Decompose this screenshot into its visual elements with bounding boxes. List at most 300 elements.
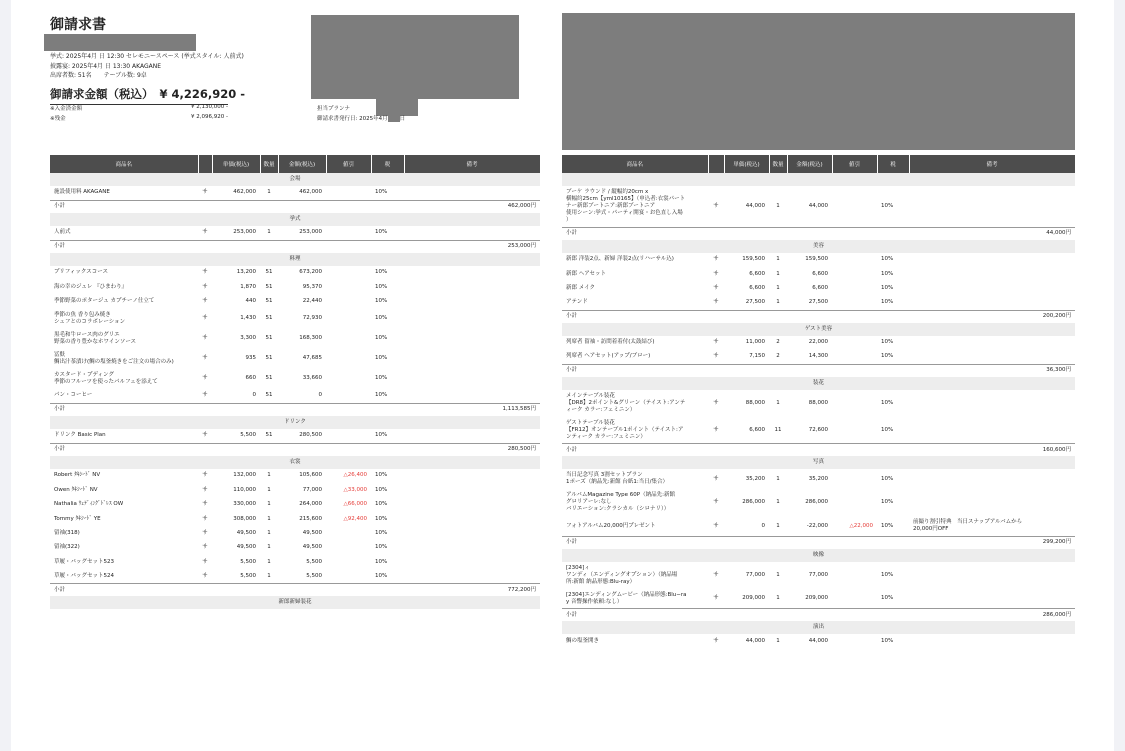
item-quantity: 1 [267,472,271,479]
table-row [50,483,540,497]
right-items-table [562,155,1076,649]
section-header-row [50,173,540,186]
balance-label: ※残金 [50,116,66,122]
subtotal-row [562,536,1075,549]
item-unit-price: 6,600 [749,426,765,433]
table-row [50,280,540,294]
item-note [404,483,540,497]
item-name: 留袖(322) [54,544,80,551]
subtotal-value: 36,300円 [787,364,1075,377]
item-amount: 44,000 [808,638,828,645]
table-row [562,589,1075,609]
section-title: 料理 [50,253,540,266]
section-header-row [562,549,1075,562]
deposit-row [50,104,228,112]
table-row [50,389,540,403]
item-service-mark: サ [713,256,719,263]
item-service-mark: サ [202,269,208,276]
item-discount [832,253,877,267]
subtotal-label: 小計 [50,443,278,456]
item-quantity: 1 [267,501,271,508]
item-note [404,429,540,443]
item-quantity: 51 [265,269,273,276]
balance-row [50,114,228,122]
item-service-mark: サ [713,522,719,529]
item-tax: 10% [375,529,388,536]
item-note [404,569,540,583]
item-note [404,369,540,389]
item-note [909,267,1075,281]
item-note [404,512,540,526]
item-service-mark: サ [713,499,719,506]
item-name: 当日記念写真 3割セットプラン 1ポーズ（納品先:新館 台紙1:当日/集合） [566,472,669,486]
item-unit-price: 13,200 [236,269,256,276]
subtotal-value: 299,200円 [787,536,1075,549]
item-amount: 264,000 [299,501,322,508]
item-note [404,349,540,369]
section-header-row [50,416,540,429]
item-note [909,296,1075,310]
section-title: 会場 [50,173,540,186]
item-tax: 10% [881,270,894,277]
item-note [404,555,540,569]
section-title: 映像 [562,549,1075,562]
section-title: 衣裳 [50,456,540,469]
item-unit-price: 5,500 [240,572,256,579]
item-name: メインテーブル装花 【DR8】2ポイント&グリーン（テイスト:アンテ ィーク カラー:フェミニン） [566,392,686,413]
header-amount: 金額(税込) [278,155,326,173]
item-amount: 5,500 [306,558,322,565]
item-tax: 10% [881,339,894,346]
redacted-venue-block [311,15,519,99]
item-note [909,489,1075,516]
table-row [50,541,540,555]
item-tax: 10% [881,426,894,433]
item-unit-price: 440 [245,298,256,305]
item-tax: 10% [881,353,894,360]
item-amount: 88,000 [808,399,828,406]
header-discount: 値引 [832,155,877,173]
subtotal-label: 小計 [50,240,278,253]
item-note [909,634,1075,648]
item-quantity: 1 [776,595,780,602]
item-name: 黒毛和牛ロース肉のグリエ 野菜の香り豊かなホワインソース [54,331,137,345]
header-unit-price: 単価(税込) [724,155,769,173]
item-tax: 10% [375,432,388,439]
item-tax: 10% [375,229,388,236]
header-product: 商品名 [50,155,198,173]
subtotal-label: 小計 [562,364,787,377]
table-row [562,516,1075,536]
item-discount [832,489,877,516]
item-name: Tommy ﾀｷｼｰﾄﾞ YE [54,515,101,522]
section-header-row [50,213,540,226]
invoice-page [11,0,1114,751]
subtotal-value: 280,500円 [278,443,540,456]
item-tax: 10% [881,202,894,209]
item-tax: 10% [375,298,388,305]
issue-date-tail: 日 [399,116,406,122]
table-row [562,336,1075,350]
item-name: パン・コーヒー [54,392,93,399]
item-note [404,498,540,512]
item-quantity: 1 [267,572,271,579]
section-header-row [562,323,1075,336]
table-row [50,512,540,526]
header-quantity: 数量 [260,155,278,173]
item-name: ドリンク Basic Plan [54,432,106,439]
item-amount: 159,500 [805,256,828,263]
total-value: ¥ 4,226,920 - [159,87,246,101]
item-amount: 44,000 [808,202,828,209]
item-unit-price: 6,600 [749,284,765,291]
item-service-mark: サ [713,339,719,346]
total-label: 御請求金額（税込） [50,87,154,101]
subtotal-label: 小計 [562,444,787,457]
item-unit-price: 132,000 [233,472,256,479]
item-name: 草履・バッグセット523 [54,558,114,565]
item-quantity: 1 [776,499,780,506]
item-note [909,589,1075,609]
item-note [909,336,1075,350]
redacted-issue-day [388,116,400,122]
item-quantity: 1 [776,571,780,578]
item-tax: 10% [375,544,388,551]
item-note [404,469,540,483]
redacted-photo-block [562,13,1075,150]
item-unit-price: 27,500 [745,299,765,306]
item-service-mark: サ [713,299,719,306]
item-discount [832,390,877,417]
section-header-row [50,456,540,469]
item-service-mark: サ [202,558,208,565]
header-service-mark [708,155,724,173]
item-quantity: 51 [265,315,273,322]
left-items-table [50,155,541,609]
item-quantity: 11 [774,426,782,433]
item-discount: △92,400 [343,515,367,522]
item-name: 季節の魚 香り包み焼き シェフとのコラボレーション [54,311,126,325]
table-row [50,569,540,583]
item-tax: 10% [375,315,388,322]
item-amount: 22,440 [302,298,322,305]
item-amount: 168,300 [299,335,322,342]
subtotal-row [562,609,1075,622]
item-amount: -22,000 [806,522,828,529]
subtotal-value: 462,000円 [278,200,540,213]
reception-info: 披露宴: 2025年4月 日 13:30 AKAGANE [50,63,161,70]
item-service-mark: サ [713,595,719,602]
table-row [50,186,540,200]
item-amount: 462,000 [299,189,322,196]
item-quantity: 1 [776,284,780,291]
item-name: Robert ﾀｷｼｰﾄﾞ NV [54,472,101,479]
item-service-mark: サ [202,229,208,236]
header-unit-price: 単価(税込) [212,155,260,173]
item-name: アルバムMagazine Type 60P（納品先:新館 グロリアーレ:なし バリエーション:クラシカル（シロナリ）） [566,492,675,513]
item-note [404,541,540,555]
header-discount: 値引 [326,155,371,173]
item-discount [326,389,371,403]
item-service-mark: サ [202,501,208,508]
item-name: [2304]ィ ワンディ（エンディングオプション）（納品場 所:新館 納品形態:Blu-ray） [566,564,678,585]
subtotal-value: 44,000円 [787,227,1075,240]
item-note [909,281,1075,295]
item-quantity: 51 [265,375,273,382]
item-unit-price: 0 [252,392,256,399]
subtotal-row [50,584,540,597]
item-tax: 10% [375,375,388,382]
item-discount [326,266,371,280]
item-unit-price: 462,000 [233,189,256,196]
item-quantity: 2 [776,353,780,360]
item-note [404,329,540,349]
item-service-mark: サ [713,399,719,406]
item-discount: △26,400 [343,472,367,479]
subtotal-label: 小計 [50,200,278,213]
item-service-mark: サ [202,472,208,479]
item-amount: 95,370 [302,283,322,290]
item-tax: 10% [375,335,388,342]
item-quantity: 1 [776,256,780,263]
item-quantity: 51 [265,432,273,439]
item-service-mark: サ [202,283,208,290]
item-discount [326,226,371,240]
item-tax: 10% [881,638,894,645]
item-quantity: 1 [267,189,271,196]
item-name: 冨麩 鯛出汁茶漬け(鯛の塩釜焼きをご注文の場合のみ) [54,351,174,365]
item-note [404,280,540,294]
item-amount: 35,200 [808,475,828,482]
item-tax: 10% [375,558,388,565]
table-row [562,417,1075,444]
item-tax: 10% [375,486,388,493]
section-title: ドリンク [50,416,540,429]
item-amount: 77,000 [302,486,322,493]
item-tax: 10% [375,283,388,290]
item-service-mark: サ [202,375,208,382]
item-unit-price: 253,000 [233,229,256,236]
item-note [909,562,1075,589]
item-unit-price: 3,300 [240,335,256,342]
item-note [404,526,540,540]
item-discount [832,634,877,648]
section-header-row [50,596,540,609]
item-discount [326,429,371,443]
item-quantity: 51 [265,298,273,305]
item-name: 列席者 ヘアセット(アップ/ブロー) [566,353,651,360]
item-note [404,186,540,200]
item-service-mark: サ [713,475,719,482]
item-amount: 27,500 [808,299,828,306]
item-tax: 10% [375,355,388,362]
subtotal-row [562,310,1075,323]
item-unit-price: 77,000 [745,571,765,578]
planner-label: 担当プランナ [317,106,351,112]
item-amount: 286,000 [805,499,828,506]
table-row [562,267,1075,281]
item-tax: 10% [881,399,894,406]
header-note: 備考 [909,155,1075,173]
section-title: ゲスト美容 [562,323,1075,336]
item-quantity: 1 [776,638,780,645]
subtotal-row [562,364,1075,377]
subtotal-label: 小計 [50,403,278,416]
item-unit-price: 330,000 [233,501,256,508]
subtotal-row [562,227,1075,240]
item-name: 季節野菜のポタージュ カプチーノ仕立て [54,298,155,305]
item-discount [326,555,371,569]
item-discount [326,280,371,294]
subtotal-label: 小計 [562,536,787,549]
item-amount: 280,500 [299,432,322,439]
item-tax: 10% [375,515,388,522]
item-name: 人前式 [54,229,71,236]
item-discount: △22,000 [849,522,873,529]
item-note [404,266,540,280]
table-row [50,329,540,349]
item-quantity: 51 [265,392,273,399]
header-service-mark [198,155,212,173]
item-amount: 33,660 [302,375,322,382]
item-name: 海の幸のジュレ 『ひまわり』 [54,283,128,290]
item-unit-price: 6,600 [749,270,765,277]
item-discount [832,296,877,310]
subtotal-row [50,403,540,416]
item-amount: 22,000 [808,339,828,346]
item-service-mark: サ [713,353,719,360]
item-quantity: 2 [776,339,780,346]
invoice-title: 御請求書 [50,17,106,33]
section-header-row [50,253,540,266]
item-tax: 10% [375,472,388,479]
item-tax: 10% [375,501,388,508]
item-amount: 105,600 [299,472,322,479]
header-tax: 税 [371,155,404,173]
item-tax: 10% [881,595,894,602]
item-name: ブーケ ラウンド / 縦幅約20cm x 横幅約25cm【yml10165】（申込者:衣裳パート ナー新郎ブートニア:新郎ブートニア 使用シーン:挙式・パーティ開宴・お色直し入場 ） [566,188,686,223]
item-service-mark: サ [202,432,208,439]
section-title: 演出 [562,621,1075,634]
item-unit-price: 5,500 [240,558,256,565]
item-unit-price: 935 [245,355,256,362]
ceremony-info: 挙式: 2025年4月 日 12:30 セレモニースペース (挙式スタイル: 人前式) [50,53,244,60]
item-discount [832,469,877,489]
item-quantity: 1 [267,486,271,493]
item-note [404,309,540,329]
item-unit-price: 286,000 [742,499,765,506]
item-unit-price: 209,000 [742,595,765,602]
subtotal-label: 小計 [562,609,787,622]
item-discount [326,186,371,200]
table-row [50,469,540,483]
header-note: 備考 [404,155,540,173]
subtotal-row [562,444,1075,457]
item-discount [832,186,877,227]
item-name: アテンド [566,299,588,306]
item-amount: 47,685 [302,355,322,362]
item-unit-price: 49,500 [236,529,256,536]
item-tax: 10% [375,269,388,276]
item-name: 列席者 留袖・訪問着着付(太鼓結び) [566,339,655,346]
subtotal-value: 253,000円 [278,240,540,253]
issue-date-label: 御請求書発行日: 2025年4月 [317,116,388,122]
item-unit-price: 35,200 [745,475,765,482]
section-title: 新郎新婦装花 [50,596,540,609]
item-amount: 209,000 [805,595,828,602]
item-discount [832,589,877,609]
header-tax: 税 [877,155,909,173]
deposit-label: ※入金済金額 [50,106,83,112]
item-unit-price: 1,430 [240,315,256,322]
item-quantity: 1 [776,270,780,277]
item-service-mark: サ [202,189,208,196]
header-quantity: 数量 [769,155,787,173]
item-service-mark: サ [202,298,208,305]
item-discount: △33,000 [343,486,367,493]
item-unit-price: 660 [245,375,256,382]
section-title: 装花 [562,377,1075,390]
item-note [909,469,1075,489]
item-quantity: 1 [267,229,271,236]
item-unit-price: 88,000 [745,399,765,406]
item-quantity: 1 [776,202,780,209]
item-unit-price: 0 [761,522,765,529]
section-header-row [562,377,1075,390]
item-service-mark: サ [202,355,208,362]
item-quantity: 1 [267,515,271,522]
item-discount [326,309,371,329]
issue-date [317,114,405,122]
item-name: [2304]エンディングムービー（納品形態:Blu−ra y 音響操作依頼:なし） [566,591,687,605]
item-quantity: 1 [267,544,271,551]
table-row [562,281,1075,295]
item-service-mark: サ [713,426,719,433]
item-note [909,390,1075,417]
table-row [562,296,1075,310]
item-quantity: 1 [776,399,780,406]
item-unit-price: 5,500 [240,432,256,439]
item-amount: 72,930 [302,315,322,322]
guest-count-info: 出席者数: 51名 テーブル数: 9卓 [50,72,147,79]
item-name: フォトアルバム20,000円プレゼント [566,522,656,529]
item-service-mark: サ [202,515,208,522]
item-name: 施設使用料 AKAGANE [54,189,110,196]
item-name: 留袖(318) [54,529,80,536]
subtotal-value: 286,000円 [787,609,1075,622]
table-row [50,555,540,569]
table-row [562,562,1075,589]
item-quantity: 51 [265,355,273,362]
item-tax: 10% [881,256,894,263]
section-header-row [562,173,1075,186]
item-tax: 10% [375,189,388,196]
item-unit-price: 159,500 [742,256,765,263]
table-row [562,489,1075,516]
table-row [562,390,1075,417]
section-title [562,173,1075,186]
item-discount: △66,000 [343,501,367,508]
item-tax: 10% [881,284,894,291]
header-amount: 金額(税込) [787,155,832,173]
item-service-mark: サ [713,638,719,645]
item-discount [326,526,371,540]
item-service-mark: サ [713,270,719,277]
item-tax: 10% [881,299,894,306]
item-quantity: 1 [267,529,271,536]
balance-value: ¥ 2,096,920 - [191,114,228,120]
item-unit-price: 1,870 [240,283,256,290]
